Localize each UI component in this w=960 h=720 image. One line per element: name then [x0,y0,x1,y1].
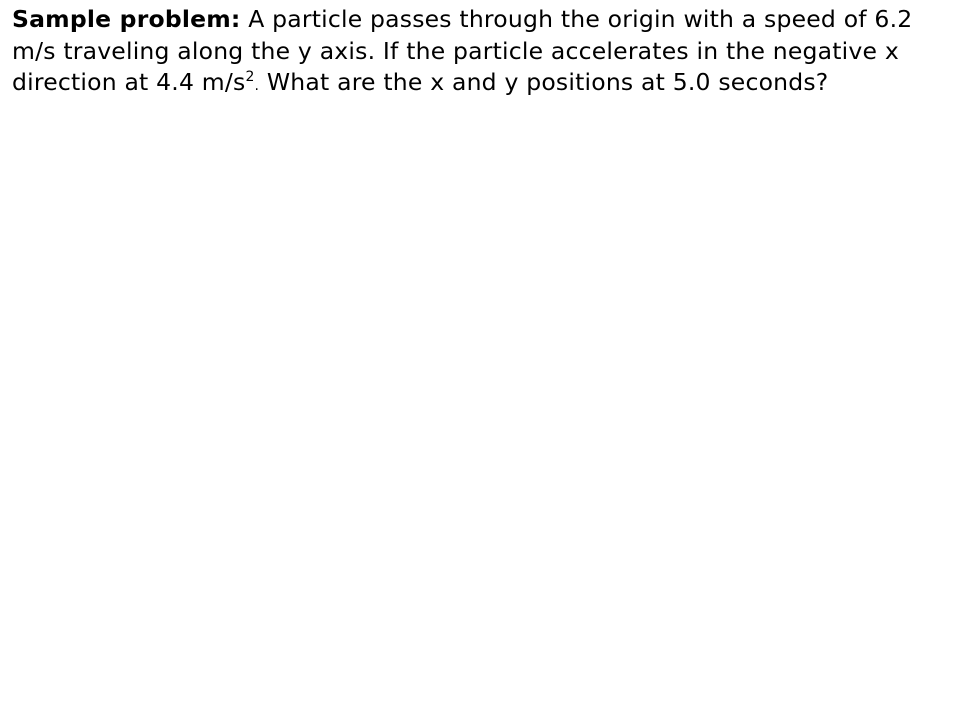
problem-text-part1: A particle passes through the origin with a speed of 6.2 m/s traveling along the y axis. If the particle accelerates in the negative x direction at 4.4 m/s [12,5,913,96]
acceleration-exponent: 2 [245,69,255,86]
problem-statement [12,4,942,99]
problem-text-part2: What are the x and y positions at 5.0 seconds? [259,68,829,96]
problem-label: Sample problem: [12,5,241,33]
small-period: . [254,78,260,94]
